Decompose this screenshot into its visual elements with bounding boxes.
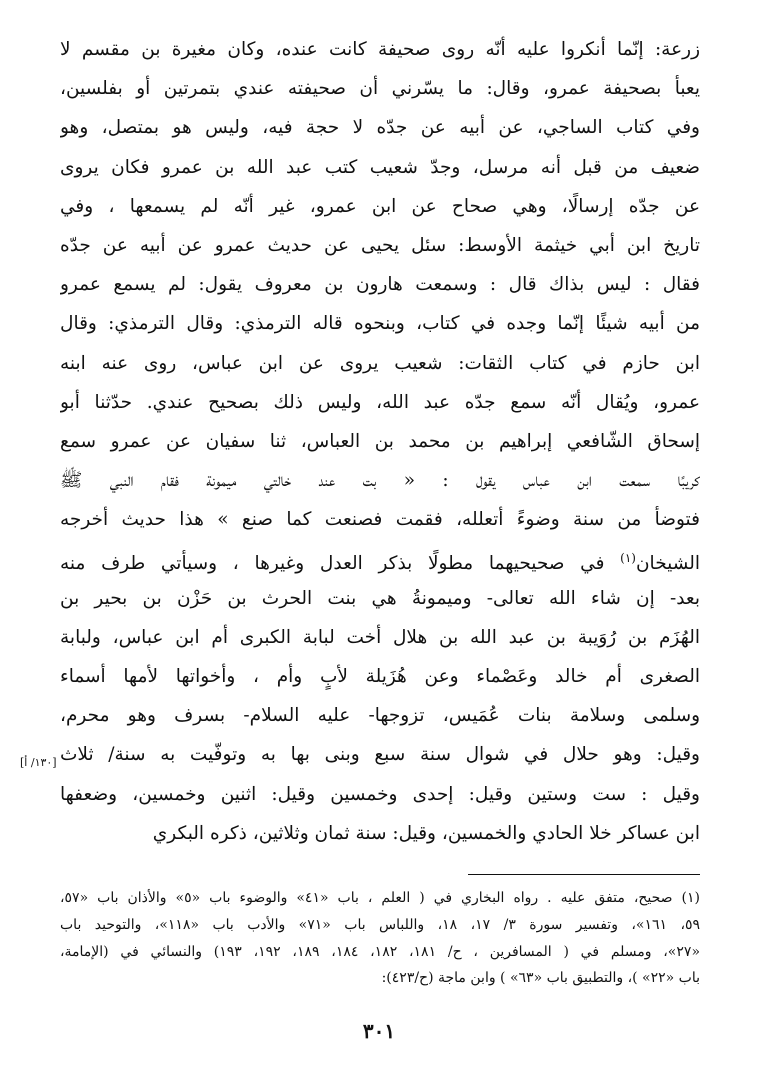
- manuscript-folio-marker: [١٣٠/ أ]: [20, 756, 57, 769]
- text-line: ابن عساكر خلا الحادي والخمسين، وقيل: سنة ثمان وثلاثين، ذكره البكري: [152, 822, 700, 844]
- footnote-separator: [468, 874, 700, 875]
- footnote-line: باب «٢٢» )، والتطبيق باب «٦٣» ) وابن ماجة (ح/٤٢٣):: [381, 970, 700, 987]
- footnote-line: ٥٩، ١٦١»، وتفسير سورة ٣/ ١٧، ١٨، واللباس باب «٧١» والأدب باب «١١٨»، والتوحيد باب: [60, 916, 700, 933]
- footnote-line: «٢٧»، ومسلم في ( المسافرين ، ح/ ١٨١، ١٨٢، ١٨٤، ١٨٩، ١٩٢، ١٩٣) والنسائي في (الإمامة،: [60, 943, 700, 960]
- text-line: عمرو، ويُقال أنّه سمع جدّه عبد الله، وليس ذلك بصحيح عندي. حدّثنا أبو: [60, 391, 700, 413]
- text-line: زرعة: إنّما أنكروا عليه أنّه روى صحيفة كانت عنده، وكان مغيرة بن مقسم لا: [60, 39, 700, 60]
- text-line: ابن حازم في كتاب الثقات: شعيب يروى عن ابن عباس، روى عنه ابنه: [60, 352, 700, 374]
- text-line: عن جدّه إرسالًا، وهي صحاح عن ابن عمرو، غير أنّه لم يسمعها ، وفي: [60, 195, 700, 217]
- text-line: يعبأ بصحيفة عمرو، وقال: ما يسّرني أن صحيفته عندي بتمرتين أو بفلسين،: [60, 78, 700, 100]
- text-line: الصغرى أم خالد وعَصْماء وعن هُزَيلة لأبٍ وأم ، وأخواتها لأمها أسماء: [60, 666, 700, 687]
- text-line: إسحاق الشّافعي إبراهيم بن محمد بن العباس، ثنا سفيان عن عمرو سمع: [60, 430, 700, 452]
- footnotes: [60, 885, 700, 992]
- footnote-marker[interactable]: (١): [620, 551, 636, 566]
- text-line: فقال : ليس بذاك قال : وسمعت هارون بن معروف يقول: لم يسمع عمرو: [60, 274, 700, 296]
- text-line: وسلمى وسلامة بنات عُمَيس، تزوجها- عليه السلام- بسرف وهو محرم،: [60, 705, 700, 727]
- text-line: الهُزَم بن رُوَيبة بن عبد الله بن هلال أخت لبابة الكبرى أم ابن عباس، ولبابة: [60, 626, 700, 648]
- text-line: وقيل : ست وستين وقيل: إحدى وخمسين وقيل: اثنين وخمسين، وضعفها: [60, 783, 700, 805]
- text-fragment: في صحيحيهما مطولًا بذكر العدل وغيرها ، وسيأتي طرف منه: [60, 553, 605, 575]
- text-line: فتوضأ من سنة وضوءً أتعلله، فقمت فصنعت كما صنع » هذا حديث أخرجه: [60, 509, 700, 531]
- text-line: من أبيه شيئًا إنّما وجده في كتاب، وبنحوه قاله الترمذي: وقال الترمذي: وقال: [60, 313, 700, 335]
- text-line-with-footnote-ref: [60, 539, 700, 578]
- text-line: وقيل: وهو حلال في شوال سنة سبع وبنى بها به وتوفّيت به سنة/ ثلاث: [60, 744, 700, 766]
- main-text: [60, 30, 700, 853]
- text-line: ضعيف من قبل أنه مرسل، وجدّ شعيب كتب عبد الله بن عمرو فكان يروى: [60, 156, 700, 178]
- text-line: كريبًا سمعت ابن عباس يقول : « بت عند خالتي ميمونة فقام النبي ﷺ: [60, 470, 700, 492]
- text-line: بعد- إن شاء الله تعالى- وميمونةُ هي بنت الحرث بن حَزْن بن بحير بن: [60, 587, 700, 609]
- text-fragment: الشيخان: [635, 553, 700, 575]
- text-line: تاريخ ابن أبي خيثمة الأوسط: سئل يحيى عن حديث عمرو عن أبيه عن جدّه: [60, 234, 700, 256]
- page-number: ٣٠١: [362, 1019, 396, 1043]
- text-line: وفي كتاب الساجي، عن أبيه عن جدّه لا حجة فيه، وليس هو بمتصل، وهو: [60, 117, 700, 139]
- footnote-line: (١) صحيح، متفق عليه . رواه البخاري في ( العلم ، باب «٤١» والوضوء باب «٥» والأذان باب «٥٧،: [60, 890, 700, 906]
